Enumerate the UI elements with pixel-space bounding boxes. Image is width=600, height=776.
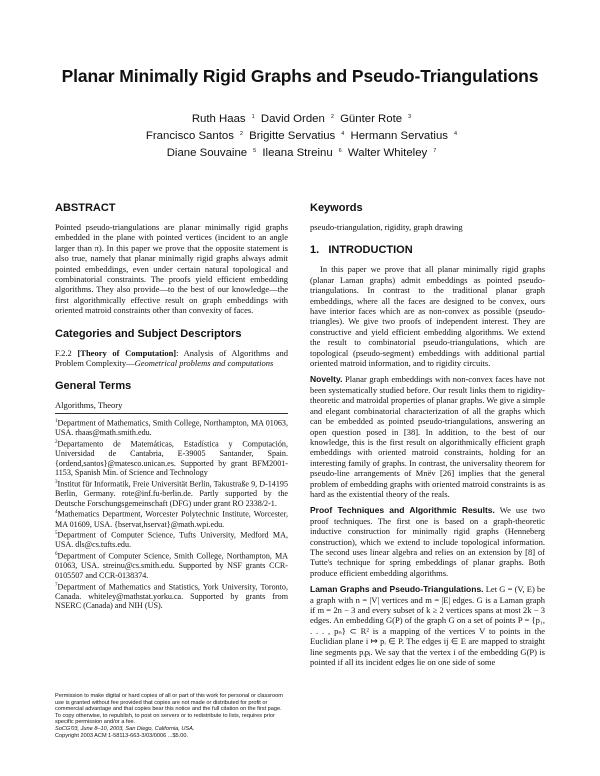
author-row <box>0 110 600 127</box>
footnote-text: Departamento de Matemáticas, Estadística y Computación, Universidad de Cantabria, E-39005 Santander, Spain. {ordend,santos}@matesco.unican.es. Supported by grant BFM2001-1153, Spanish Min. of Science and Technology <box>55 439 288 478</box>
keywords-heading: Keywords <box>310 202 363 214</box>
author-mark: 6 <box>338 148 342 154</box>
author-name: Diane Souvaine <box>166 147 248 159</box>
footnote-mark: 5 <box>55 531 58 537</box>
categories-heading: Categories and Subject Descriptors <box>55 327 242 340</box>
author-mark: 3 <box>408 114 412 120</box>
footnote-text: Department of Computer Science, Tufts University, Medford MA, USA. dls@cs.tufts.edu. <box>55 530 288 550</box>
proof-text: We use two proof techniques. The first one is based on a graph-theoretic inductive construction for minimally rigid graphs (Henneberg construction), which we extend to include topological information. The second uses linear algebra and relies on an extension by [8] of Tutte's technique for spring embeddings of planar graphs. Both produce efficient embedding algorithms. <box>310 505 545 578</box>
general-terms-heading: General Terms <box>55 380 132 393</box>
author-name: Günter Rote <box>340 113 403 125</box>
author-mark: 4 <box>341 131 345 137</box>
general-terms-text: Algorithms, Theory <box>55 400 288 413</box>
footnote-mark: 6 <box>55 552 58 558</box>
author-name: Francisco Santos <box>145 130 234 142</box>
footnote-mark: 7 <box>55 582 58 588</box>
left-column <box>55 199 288 611</box>
abstract-text: Pointed pseudo-triangulations are planar minimally rigid graphs embedded in the plane with pointed vertices (incident to an angle larger than π). In this paper we prove that the opposite statement is also true, namely that planar minimally rigid graphs always admit pointed embeddings, even under certain natural topological and combinatorial constraints. The proofs yield efficient embedding algorithms. They also provide—to the best of our knowledge—the first algorithmically effective result on graph embeddings with oriented matroid constraints other than convexity of faces. <box>55 222 288 316</box>
categories-code: F.2.2 <box>55 347 72 358</box>
footnote-text: Department of Computer Science, Smith College, Northampton, MA 01063, USA. streinu@cs.smith.edu. Supported by NSF grants CCR-0105507 and CCR-0138374. <box>55 551 288 580</box>
author-name: Walter Whiteley <box>347 147 428 159</box>
author-name: Brigitte Servatius <box>249 130 336 142</box>
novelty-paragraph <box>310 374 545 499</box>
author-name: Hermann Servatius <box>350 130 448 142</box>
novelty-text: Planar graph embeddings with non-convex faces have not been systematically studied before. Our result links them to rigidity-theoretic and matroidal properties of planar graphs. We give a simple and elegant combinatorial characterization of all the graphs which can be embedded as pointed pseudo-triangulations, answering an open question posed in [38]. In addition, to the best of our knowledge, this is the first result on algorithmically efficient graph embeddings with oriented matroid constraints, holding for an interesting family of graphs. In contrast, the universality theorem for pseudo-line arrangements of Mnëv [26] implies that the general problem of embedding graphs with oriented matroid constraints is as hard as the existential theory of the reals. <box>310 374 546 499</box>
footnote <box>55 508 288 529</box>
author-row <box>0 144 600 161</box>
author-name: Ruth Haas <box>191 113 246 125</box>
novelty-label: Novelty. <box>310 374 343 385</box>
footnote-mark: 1 <box>55 418 58 424</box>
categories-text <box>55 348 288 369</box>
footnote <box>55 529 288 550</box>
right-column <box>310 199 545 667</box>
author-mark: 1 <box>251 114 255 120</box>
laman-label: Laman Graphs and Pseudo-Triangulations. <box>310 584 484 595</box>
footnote-mark: 4 <box>55 510 58 516</box>
laman-paragraph <box>310 584 545 667</box>
venue-line: SoCG'03, June 8–10, 2003, San Diego, California, USA. <box>55 725 195 732</box>
permission-text: Permission to make digital or hard copies of all or part of this work for personal or classroom use is granted without fee provided that copies are not made or distributed for profit or commercial advantage and that copies bear this notice and the full citation on the first page. To copy otherwise, to republish, to post on servers or to redistribute to lists, requires prior specific permission and/or a fee. <box>55 693 283 726</box>
footnote <box>55 550 288 580</box>
footnote <box>55 417 288 438</box>
author-name: David Orden <box>260 113 325 125</box>
footnote-text: Mathematics Department, Worcester Polytechnic Institute, Worcester, MA 01609, USA. {bservat,hservat}@math.wpi.edu. <box>55 509 288 529</box>
categories-plain: : Analysis of Algorithms and Problem Complexity— <box>55 347 288 369</box>
proof-paragraph <box>310 505 545 578</box>
footnote <box>55 438 288 478</box>
footnote-text: Institut für Informatik, Freie Universität Berlin, Takustraße 9, D-14195 Berlin, Germany. rote@inf.fu-berlin.de. Partly supported by the Deutsche Forschungsgemeinschaft (DFG) under grant RO 2338/2-1. <box>55 479 288 508</box>
introduction-heading: 1. INTRODUCTION <box>310 244 413 257</box>
footnote-text: Department of Mathematics, Smith College, Northampton, MA 01063, USA. rhaas@math.smith.edu. <box>55 418 288 438</box>
author-mark: 5 <box>253 148 257 154</box>
introduction-paragraph: In this paper we prove that all planar minimally rigid graphs (planar Laman graphs) admit embeddings as pointed pseudo-triangulations. In contrast to the traditional planar graph embeddings, where all the faces are designed to be convex, ours have interior faces which are as non-convex as possible (pseudo-triangles). We give two proofs of independent interest. They are constructive and yield efficient embedding algorithms. We extend the result to combinatorial pseudo-triangulations, which are topological (pseudo-segment) embeddings with additional partial oriented matroid information, and to rigidity circuits. <box>310 264 545 369</box>
footnote <box>55 581 288 611</box>
laman-text: Let G = (V, E) be a graph with n = |V| vertices and m = |E| edges. G is a Laman graph if m = 2n − 3 and every subset of k ≥ 2 vertices spans at most 2k − 3 edges. An embedding G(P) of the graph G on a set of points P = {p₁, . . . , pₙ} ⊂ R² is a mapping of the vertices V to points in the Euclidian plane i ↦ pᵢ ∈ P. The edges ij ∈ E are mapped to straight line segments pᵢpⱼ. We say that the vertex i of the embedding G(P) is pointed if all its incident edges lie on one side of some <box>310 584 545 668</box>
copyright-line: Copyright 2003 ACM 1-58113-663-3/03/0006 ...$5.00. <box>55 732 188 739</box>
footnote-mark: 2 <box>55 439 58 445</box>
proof-label: Proof Techniques and Algorithmic Results. <box>310 505 495 516</box>
footnote-mark: 3 <box>55 479 58 485</box>
paper-title: Planar Minimally Rigid Graphs and Pseudo-Triangulations <box>61 66 539 86</box>
categories-bold: [Theory of Computation] <box>77 347 177 358</box>
permission-notice <box>55 693 288 739</box>
author-name: Ileana Streinu <box>262 147 333 159</box>
footnotes <box>55 417 288 611</box>
author-list <box>0 110 600 161</box>
keywords-text: pseudo-triangulation, rigidity, graph drawing <box>310 222 463 232</box>
author-row <box>0 127 600 144</box>
author-mark: 7 <box>433 148 437 154</box>
abstract-heading: ABSTRACT <box>55 202 116 214</box>
author-mark: 2 <box>239 131 243 137</box>
footnote <box>55 478 288 508</box>
footnote-text: Department of Mathematics and Statistics, York University, Toronto, Canada. whiteley@mathstat.yorku.ca. Supported by grants from NSERC (Canada) and NIH (US). <box>55 582 288 611</box>
author-mark: 4 <box>454 131 458 137</box>
author-mark: 2 <box>330 114 334 120</box>
categories-italic: Geometrical problems and computations <box>134 358 274 369</box>
